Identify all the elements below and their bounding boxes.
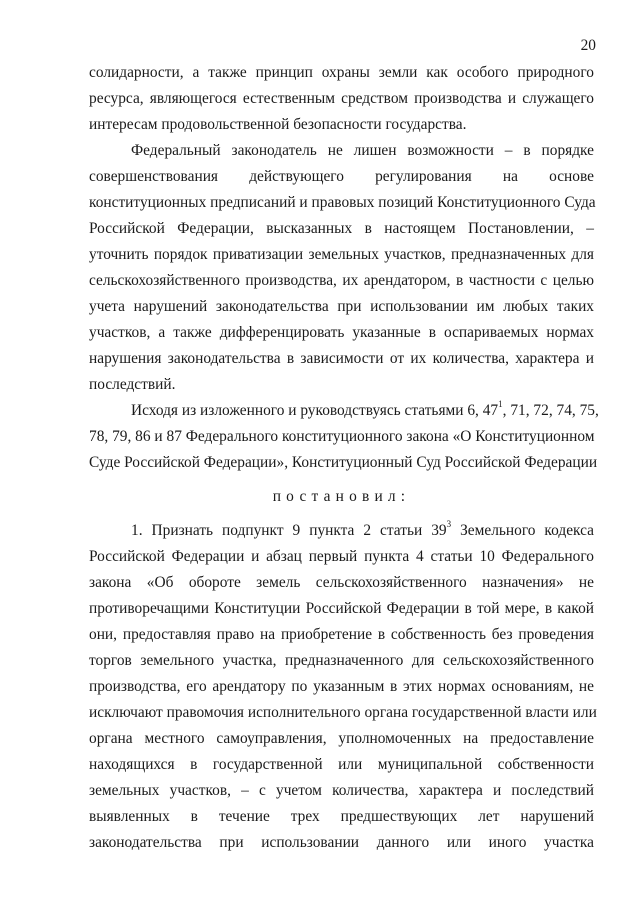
text-line: органа местного самоуправления, уполномоченных на предоставление: [89, 730, 594, 747]
paragraph-first-line: [131, 518, 594, 541]
text-line: конституционных предписаний и правовых позиций Конституционного Суда: [89, 194, 596, 211]
text-line: Суде Российской Федерации», Конституционный Суд Российской Федерации: [89, 454, 598, 471]
text-line: законодательства при использовании данного или иного участка: [89, 834, 594, 851]
text-line: последствий.: [89, 376, 176, 393]
text-line: Российской Федерации, высказанных в настоящем Постановлении, –: [89, 220, 594, 237]
resolution-heading: постановил:: [272, 488, 411, 505]
paragraph-first-line: Федеральный законодатель не лишен возможности – в порядке: [131, 142, 594, 159]
text-line: производства, его арендатору по указанным в этих нормах основаниям, не: [89, 678, 594, 695]
text-segment: , 71, 72, 74, 75,: [502, 402, 599, 419]
text-line: участков, а также дифференцировать указанные в оспариваемых нормах: [89, 324, 594, 341]
page-number: 20: [580, 37, 596, 54]
text-line: находящихся в государственной или муниципальной собственности: [89, 756, 594, 773]
text-line: совершенствования действующего регулирования на основе: [89, 168, 594, 185]
text-line: 78, 79, 86 и 87 Федерального конституционного закона «О Конституционном: [89, 428, 595, 445]
text-line: ресурса, являющегося естественным средством производства и служащего: [89, 90, 594, 107]
text-line: земельных участков, – с учетом количества, характера и последствий: [89, 782, 594, 799]
text-line: сельскохозяйственного производства, их арендатором, в частности с целью: [89, 272, 594, 289]
text-line: они, предоставляя право на приобретение в собственность без проведения: [89, 626, 594, 643]
superscript: 3: [446, 518, 452, 529]
text-line: противоречащими Конституции Российской Федерации в той мере, в какой: [89, 600, 594, 617]
text-line: солидарности, а также принцип охраны земли как особого природного: [89, 64, 594, 81]
text-line: закона «Об обороте земель сельскохозяйственного назначения» не: [89, 574, 594, 591]
text-segment: 1. Признать подпункт 9 пункта 2 статьи 39: [131, 522, 447, 539]
text-segment: Земельного кодекса: [451, 522, 594, 539]
superscript: 1: [498, 398, 503, 409]
text-line: выявленных в течение трех предшествующих лет нарушений: [89, 808, 594, 825]
text-line: нарушения законодательства в зависимости от их количества, характера и: [89, 350, 594, 367]
text-line: учета нарушений законодательства при использовании им любых таких: [89, 298, 594, 315]
text-line: торгов земельного участка, предназначенного для сельскохозяйственного: [89, 652, 594, 669]
text-line: исключают правомочия исполнительного органа государственной власти или: [89, 704, 597, 721]
text-line: уточнить порядок приватизации земельных участков, предназначенных для: [89, 246, 594, 263]
text-line: Российской Федерации и абзац первый пункта 4 статьи 10 Федерального: [89, 548, 594, 565]
text-segment: Исходя из изложенного и руководствуясь статьями 6, 47: [131, 402, 499, 419]
text-line: интересам продовольственной безопасности государства.: [89, 116, 467, 133]
paragraph-first-line: [131, 398, 599, 421]
